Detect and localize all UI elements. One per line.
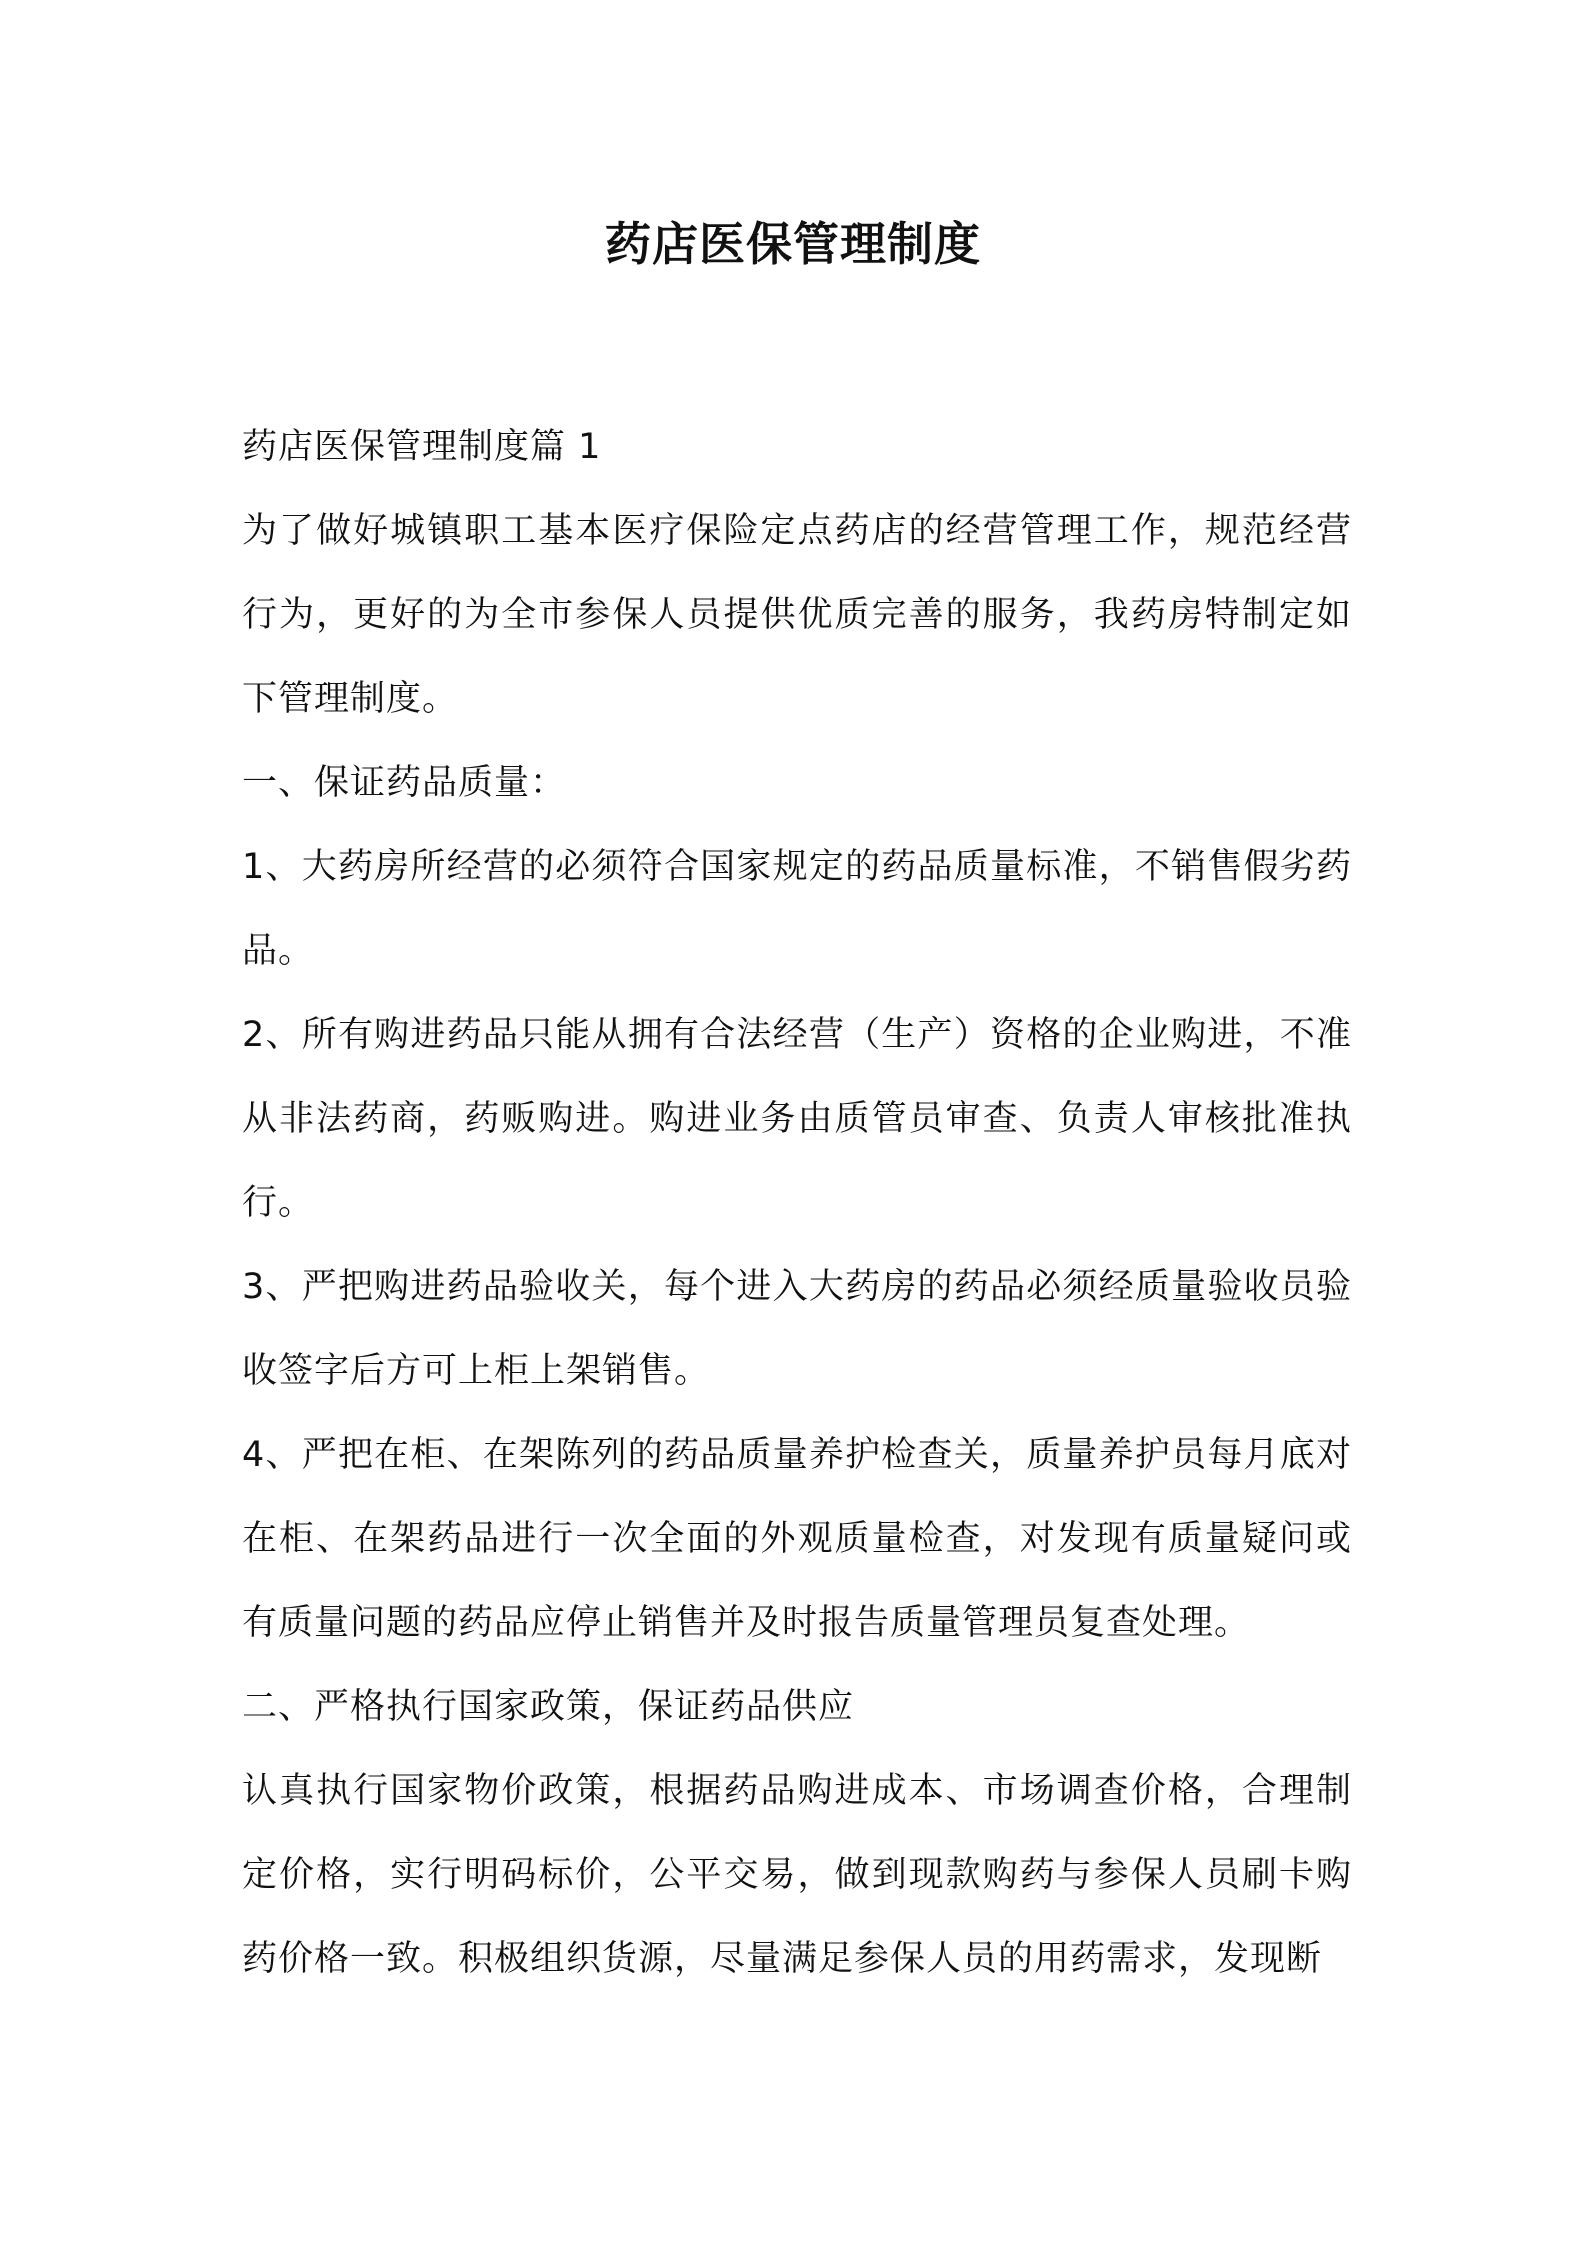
paragraph: 为了做好城镇职工基本医疗保险定点药店的经营管理工作，规范经营行为，更好的为全市参保人员提供优质完善的服务，我药房特制定如下管理制度。 [242, 511, 1352, 719]
list-item: 1、大药房所经营的必须符合国家规定的药品质量标准，不销售假劣药品。 [242, 847, 1352, 971]
section-heading: 一、保证药品质量： [242, 763, 567, 803]
list-item: 2、所有购进药品只能从拥有合法经营（生产）资格的企业购进，不准从非法药商，药贩购进。购进业务由质管员审查、负责人审核批准执行。 [242, 1015, 1352, 1223]
paragraph: 认真执行国家物价政策，根据药品购进成本、市场调查价格，合理制定价格，实行明码标价，公平交易，做到现款购药与参保人员刷卡购药价格一致。积极组织货源，尽量满足参保人员的用药需求，发现断 [242, 1771, 1352, 1979]
list-item: 3、严把购进药品验收关，每个进入大药房的药品必须经质量验收员验收签字后方可上柜上架销售。 [242, 1267, 1352, 1391]
section-heading: 二、严格执行国家政策，保证药品供应 [242, 1687, 855, 1727]
list-item: 4、严把在柜、在架陈列的药品质量养护检查关，质量养护员每月底对在柜、在架药品进行一次全面的外观质量检查，对发现有质量疑问或有质量问题的药品应停止销售并及时报告质量管理员复查处理。 [242, 1435, 1352, 1643]
document-body [242, 405, 1352, 2001]
section-heading: 药店医保管理制度篇 1 [242, 427, 602, 467]
document-title: 药店医保管理制度 [605, 217, 981, 271]
